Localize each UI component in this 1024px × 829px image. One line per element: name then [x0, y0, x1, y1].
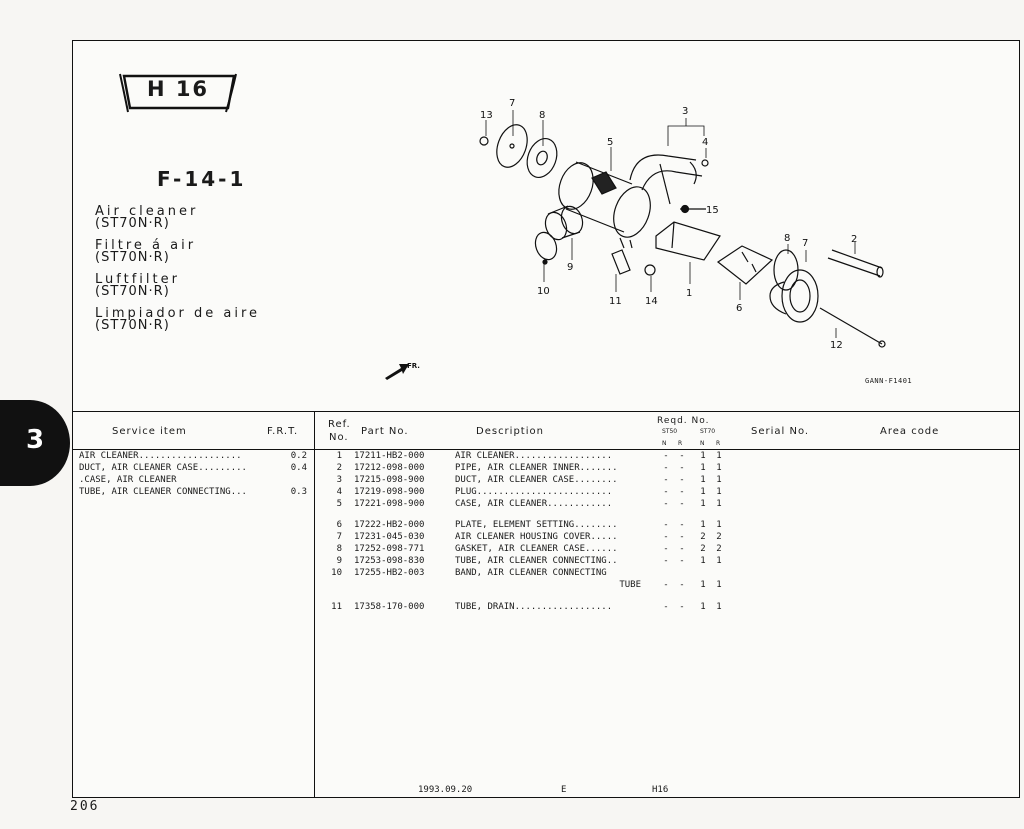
footer-code: E — [561, 785, 567, 795]
part-row: 1 17211-HB2-000 AIR CLEANER.................. - - 1 1 — [336, 451, 722, 461]
header-part-no: Part No. — [361, 426, 409, 437]
service-item-row: TUBE, AIR CLEANER CONNECTING... 0.3 — [79, 487, 307, 497]
front-direction-arrow — [383, 358, 431, 382]
part-row: 11 17358-170-000 TUBE, DRAIN.................. - - 1 1 — [331, 601, 722, 612]
callout-11: 11 — [609, 296, 622, 307]
part-13-bolt — [480, 137, 488, 145]
service-item-row: .CASE, AIR CLEANER — [79, 475, 177, 485]
callout-1: 1 — [686, 288, 693, 299]
header-serial-no: Serial No. — [751, 426, 810, 437]
part-row: 6 17222-HB2-000 PLATE, ELEMENT SETTING........ - - 1 1 — [336, 520, 722, 531]
part-7-cover-left — [491, 121, 532, 172]
callout-4: 4 — [702, 137, 709, 148]
section-badge-text: H 16 — [146, 77, 210, 101]
part-7-cover-right — [770, 270, 818, 322]
svg-text:FR.: FR. — [407, 362, 420, 370]
part-4-plug — [702, 160, 708, 166]
part-14-nut — [645, 265, 655, 275]
callout-8: 8 — [539, 110, 546, 121]
header-st50-r: R — [678, 440, 683, 447]
part-11-drain — [612, 250, 630, 274]
part-row: 9 17253-098-830 TUBE, AIR CLEANER CONNECTING.. - - 1 1 — [336, 556, 722, 567]
table-top-rule — [72, 411, 1020, 412]
table-header-rule — [72, 449, 1020, 450]
header-service-item: Service item — [112, 426, 187, 437]
header-reqd-no: Reqd. No. — [657, 416, 710, 426]
callout-13: 13 — [480, 110, 493, 121]
part-row: 7 17231-045-030 AIR CLEANER HOUSING COVER..... - - 2 2 — [336, 532, 722, 543]
part-row: 10 17255-HB2-003 BAND, AIR CLEANER CONNECTING — [331, 568, 607, 579]
name-es: Limpiador de aire (ST70N·R) — [95, 306, 261, 333]
callout-6: 6 — [736, 303, 743, 314]
header-st50-n: N — [662, 440, 667, 447]
part-9-tube — [542, 203, 586, 242]
callout-3: 3 — [682, 106, 689, 117]
part-row-continued: TUBE - - 1 1 — [619, 579, 722, 590]
callout-12: 12 — [830, 340, 843, 351]
header-st70: ST70 — [700, 428, 716, 435]
part-row: 5 17221-098-900 CASE, AIR CLEANER............ - - 1 1 — [336, 498, 722, 509]
name-fr: Filtre á air (ST70N·R) — [95, 238, 197, 265]
header-frt: F.R.T. — [267, 426, 299, 437]
part-row: 2 17212-098-000 PIPE, AIR CLEANER INNER....... - - 1 1 — [336, 462, 722, 473]
header-ref: Ref. — [328, 419, 351, 430]
callout-15: 15 — [706, 205, 719, 216]
service-item-row: DUCT, AIR CLEANER CASE......... 0.4 — [79, 463, 307, 473]
chapter-tab-number: 3 — [26, 425, 45, 455]
figure-reference: GANN-F1401 — [865, 377, 913, 385]
page-number: 206 — [70, 799, 100, 814]
name-de: Luftfilter (ST70N·R) — [95, 272, 180, 299]
parts-list — [318, 451, 738, 614]
exploded-parts-diagram — [370, 95, 930, 395]
callout-2: 2 — [851, 234, 858, 245]
callout-5: 5 — [607, 137, 614, 148]
header-description: Description — [476, 426, 544, 437]
callout-7: 7 — [509, 98, 516, 109]
footer-badge: H16 — [652, 785, 669, 795]
callout-10: 10 — [537, 286, 550, 297]
header-no: No. — [329, 432, 349, 443]
footer-date: 1993.09.20 — [418, 785, 473, 795]
callout-7-right: 7 — [802, 238, 809, 249]
header-st50: ST50 — [662, 428, 678, 435]
part-1-element — [656, 222, 720, 260]
callout-9: 9 — [567, 262, 574, 273]
part-5-case — [553, 158, 657, 248]
part-3-duct — [630, 155, 702, 204]
part-name-list — [95, 206, 260, 342]
part-10-band — [532, 229, 560, 262]
header-area-code: Area code — [880, 426, 940, 437]
part-8-gasket-left — [522, 134, 562, 181]
header-st70-n: N — [700, 440, 705, 447]
name-en: Air cleaner (ST70N·R) — [95, 204, 199, 231]
part-6-plate — [718, 246, 772, 284]
callout-8-right: 8 — [784, 233, 791, 244]
part-row: 8 17252-098-771 GASKET, AIR CLEANER CASE...... - - 2 2 — [336, 544, 722, 555]
section-badge — [118, 72, 238, 118]
part-12-bolt — [820, 308, 882, 344]
table-column-divider — [314, 411, 315, 798]
callout-14: 14 — [645, 296, 658, 307]
header-st70-r: R — [716, 440, 721, 447]
part-row: 3 17215-098-900 DUCT, AIR CLEANER CASE........ - - 1 1 — [336, 474, 722, 485]
figure-code: F-14-1 — [157, 167, 247, 191]
part-row: 4 17219-098-900 PLUG......................... - - 1 1 — [336, 486, 722, 497]
service-item-row: AIR CLEANER................... 0.2 — [79, 451, 307, 461]
